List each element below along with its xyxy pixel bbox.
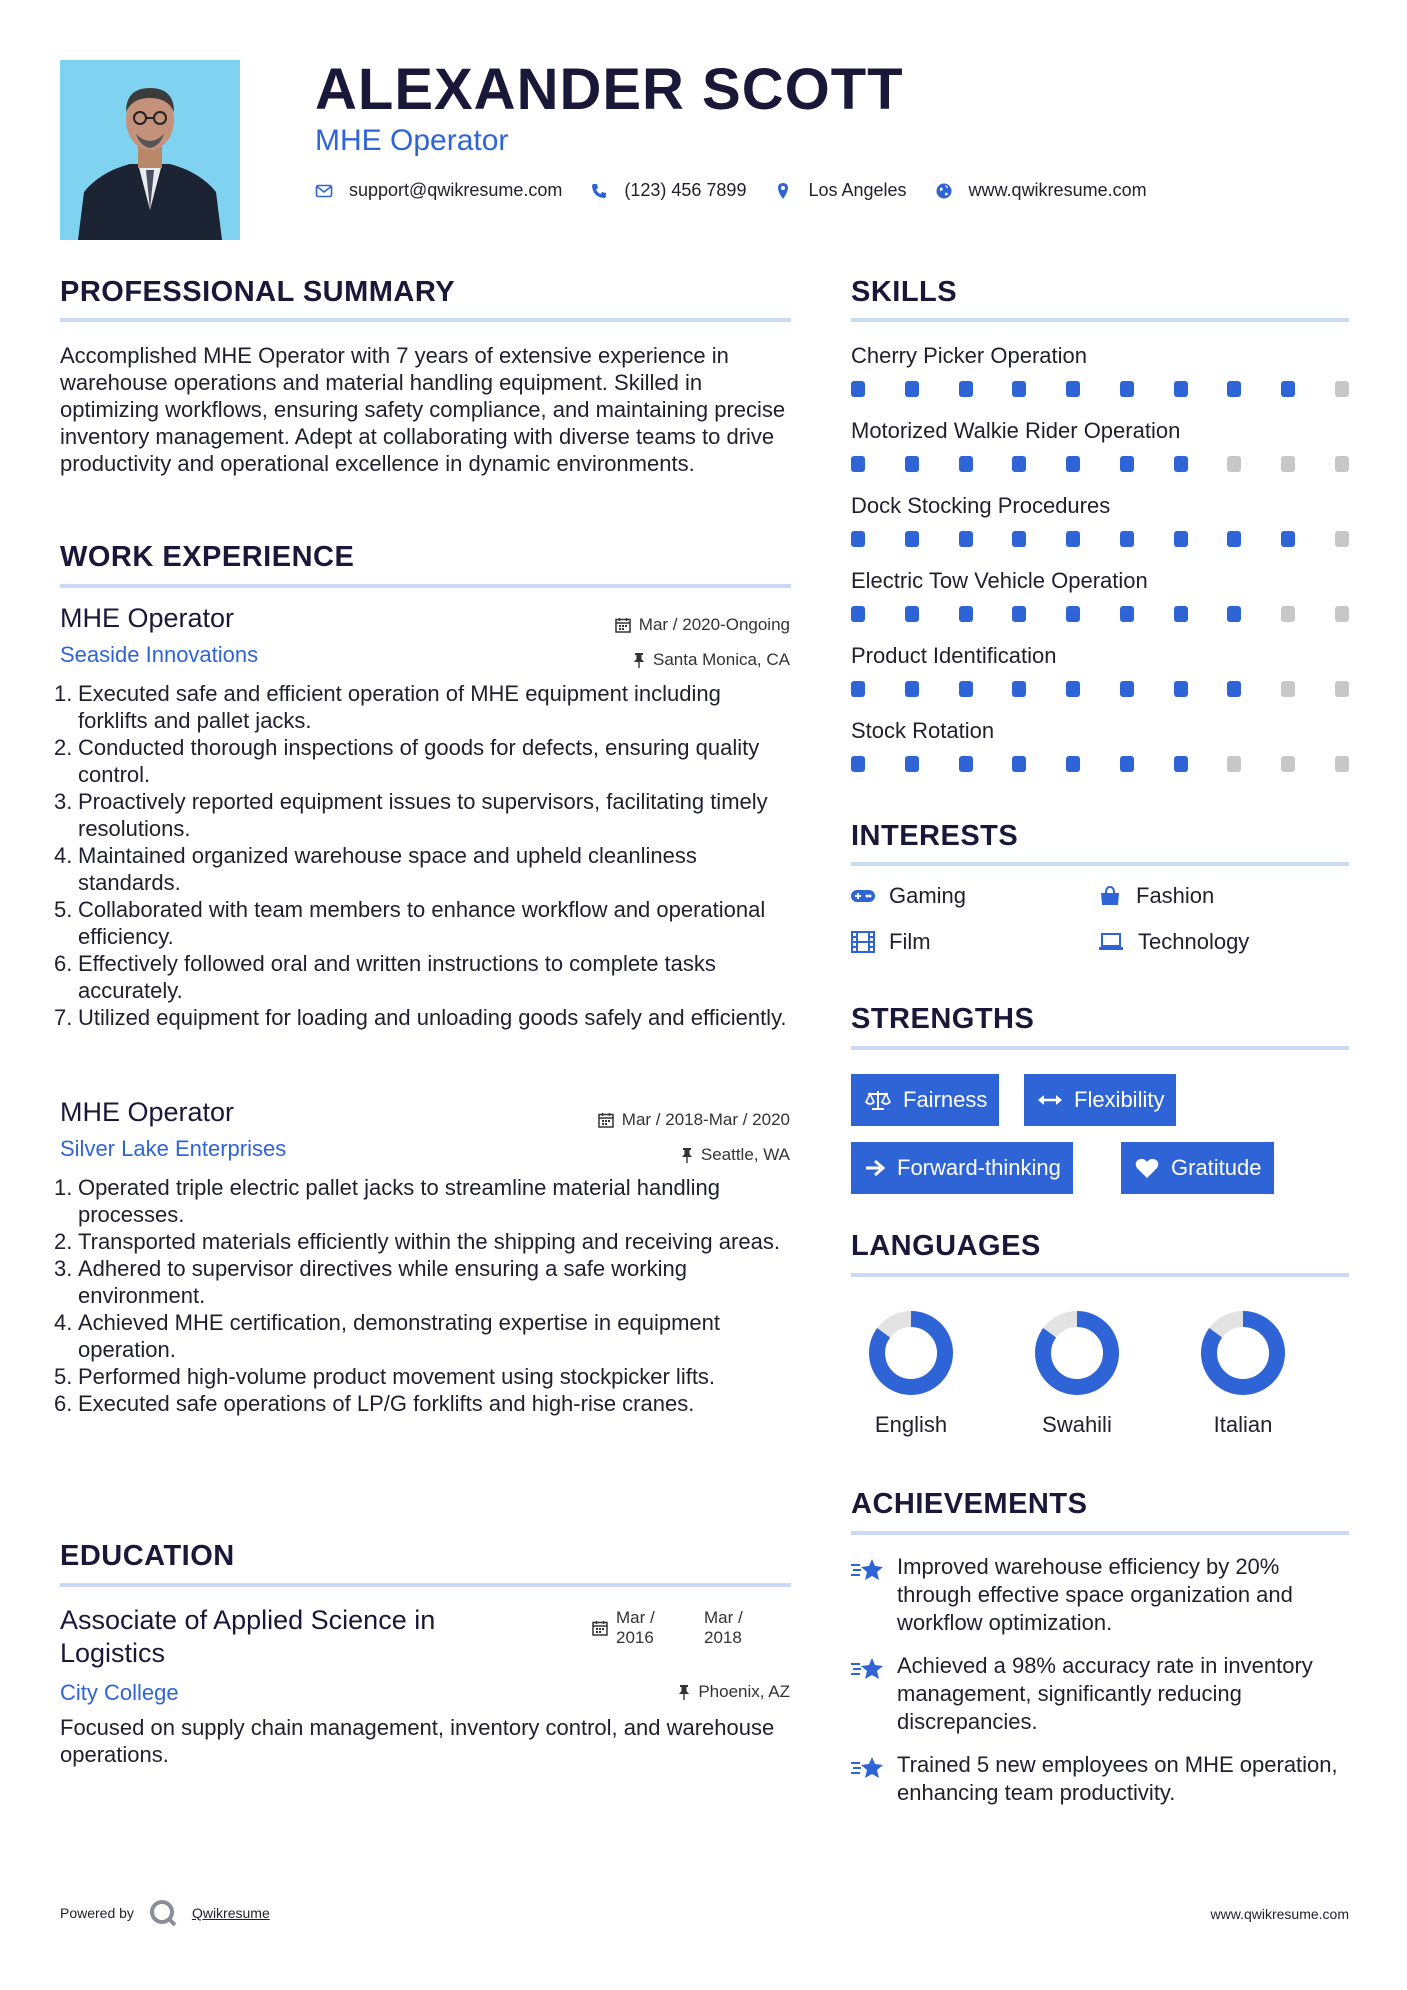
envelope-icon bbox=[315, 182, 333, 200]
skill-row bbox=[851, 493, 1349, 547]
languages-heading: LANGUAGES bbox=[851, 1230, 1041, 1262]
skill-dot bbox=[1120, 756, 1134, 772]
skill-dot bbox=[1012, 381, 1026, 397]
skill-dot bbox=[1281, 381, 1295, 397]
skill-rating bbox=[851, 681, 1349, 697]
skill-dot bbox=[1120, 531, 1134, 547]
powered-by-text: Powered by bbox=[60, 1905, 134, 1921]
list-item: 2. Conducted thorough inspections of goods for defects, ensuring quality control. bbox=[54, 735, 760, 787]
skill-dot bbox=[905, 681, 919, 697]
skill-dot bbox=[905, 456, 919, 472]
skill-dot bbox=[905, 756, 919, 772]
skill-rating bbox=[851, 456, 1349, 472]
skill-row bbox=[851, 418, 1349, 472]
language-donut bbox=[1200, 1310, 1286, 1396]
job-title: MHE Operator bbox=[60, 1097, 235, 1127]
skill-dot bbox=[1012, 681, 1026, 697]
skill-dot bbox=[1335, 381, 1349, 397]
interest-item bbox=[1098, 929, 1249, 955]
pushpin-icon bbox=[681, 1147, 693, 1163]
globe-icon bbox=[935, 182, 953, 200]
contact-bar bbox=[315, 180, 1175, 201]
heart-icon bbox=[1135, 1157, 1159, 1179]
skill-name: Stock Rotation bbox=[851, 718, 995, 743]
job-entry bbox=[54, 1097, 790, 1417]
achievement-item bbox=[851, 1553, 1351, 1637]
job-dates bbox=[615, 615, 790, 635]
skill-dot bbox=[1012, 456, 1026, 472]
skill-dot bbox=[1174, 381, 1188, 397]
strength-label: Flexibility bbox=[1074, 1087, 1165, 1112]
skills-divider bbox=[851, 318, 1349, 322]
contact-website[interactable]: www.qwikresume.com bbox=[968, 180, 1147, 200]
interest-label: Gaming bbox=[889, 883, 967, 908]
skill-row bbox=[851, 643, 1349, 697]
skill-dot bbox=[1066, 606, 1080, 622]
job-title: MHE Operator bbox=[60, 603, 235, 633]
skill-dot bbox=[905, 606, 919, 622]
brand-link[interactable]: Qwikresume bbox=[191, 1905, 270, 1921]
skill-rating bbox=[851, 531, 1349, 547]
skill-dot bbox=[851, 681, 865, 697]
school-name: City College bbox=[60, 1680, 179, 1705]
calendar-icon bbox=[592, 1620, 608, 1636]
skill-dot bbox=[1227, 381, 1241, 397]
skill-dot bbox=[959, 606, 973, 622]
job-location-text: Santa Monica, CA bbox=[652, 650, 790, 669]
contact-email[interactable]: support@qwikresume.com bbox=[349, 180, 563, 200]
job-company: Silver Lake Enterprises bbox=[60, 1136, 287, 1161]
strengths-divider bbox=[851, 1046, 1349, 1050]
skill-row bbox=[851, 718, 1349, 772]
education-end: Mar / 2018 bbox=[704, 1608, 743, 1647]
skill-dot bbox=[959, 381, 973, 397]
skill-dot bbox=[1120, 456, 1134, 472]
interest-item bbox=[1098, 883, 1214, 909]
skill-dot bbox=[1012, 606, 1026, 622]
job-location-text: Seattle, WA bbox=[700, 1145, 790, 1164]
interests-divider bbox=[851, 862, 1349, 866]
skill-dot bbox=[905, 531, 919, 547]
skill-dot bbox=[1335, 606, 1349, 622]
skill-dot bbox=[1227, 756, 1241, 772]
skill-dot bbox=[959, 456, 973, 472]
scales-icon bbox=[865, 1089, 891, 1111]
gamepad-icon bbox=[851, 888, 875, 904]
list-item: 3. Proactively reported equipment issues to supervisors, facilitating timely resolutions. bbox=[54, 789, 768, 841]
strength-tag bbox=[1024, 1074, 1176, 1126]
skill-dot bbox=[905, 381, 919, 397]
skill-dot bbox=[1174, 606, 1188, 622]
skill-name: Dock Stocking Procedures bbox=[851, 493, 1111, 518]
strength-tag bbox=[851, 1142, 1073, 1194]
pushpin-icon bbox=[633, 652, 645, 668]
skill-row bbox=[851, 343, 1349, 397]
language-name: Swahili bbox=[1042, 1412, 1112, 1437]
interest-item bbox=[851, 929, 931, 955]
calendar-icon bbox=[598, 1112, 614, 1128]
skill-dot bbox=[1335, 531, 1349, 547]
skill-name: Cherry Picker Operation bbox=[851, 343, 1087, 368]
achievements-heading: ACHIEVEMENTS bbox=[851, 1488, 1088, 1520]
skill-dot bbox=[959, 756, 973, 772]
achievement-text: Trained 5 new employees on MHE operation, enhancing team productivity. bbox=[897, 1752, 1338, 1805]
skill-dot bbox=[1120, 681, 1134, 697]
interest-item bbox=[851, 883, 966, 909]
candidate-name: ALEXANDER SCOTT bbox=[315, 57, 904, 122]
job-location bbox=[681, 1145, 790, 1165]
list-item: 4. Maintained organized warehouse space and upheld cleanliness standards. bbox=[54, 843, 697, 895]
list-item: 4. Achieved MHE certification, demonstrating expertise in equipment operation. bbox=[54, 1310, 720, 1362]
skill-dot bbox=[1012, 756, 1026, 772]
shooting-star-icon bbox=[851, 1557, 885, 1583]
language-donut bbox=[1034, 1310, 1120, 1396]
skill-dot bbox=[851, 756, 865, 772]
skill-dot bbox=[1066, 681, 1080, 697]
film-icon bbox=[851, 931, 875, 953]
skill-dot bbox=[1174, 456, 1188, 472]
candidate-role: MHE Operator bbox=[315, 124, 509, 157]
education-start: Mar / 2016 bbox=[616, 1608, 655, 1647]
skill-dot bbox=[851, 381, 865, 397]
experience-heading: WORK EXPERIENCE bbox=[60, 541, 355, 573]
language-item bbox=[1183, 1310, 1303, 1438]
strength-label: Forward-thinking bbox=[897, 1155, 1061, 1180]
skill-dot bbox=[1281, 456, 1295, 472]
skill-dot bbox=[1335, 456, 1349, 472]
skill-row bbox=[851, 568, 1349, 622]
interests-heading: INTERESTS bbox=[851, 820, 1019, 852]
skill-dot bbox=[959, 681, 973, 697]
strength-tag bbox=[851, 1074, 999, 1126]
education-entry bbox=[60, 1604, 790, 1768]
education-location-text: Phoenix, AZ bbox=[698, 1682, 790, 1701]
language-item bbox=[851, 1310, 971, 1438]
skill-dot bbox=[1066, 756, 1080, 772]
list-item: 6. Effectively followed oral and written instructions to complete tasks accurately. bbox=[54, 951, 716, 1003]
job-duties bbox=[54, 1174, 790, 1417]
education-location bbox=[678, 1682, 790, 1702]
experience-divider bbox=[60, 584, 791, 588]
skill-dot bbox=[1012, 531, 1026, 547]
footer-brand bbox=[60, 1898, 270, 1928]
skill-dot bbox=[1281, 606, 1295, 622]
skill-dot bbox=[1174, 531, 1188, 547]
degree-title: Associate of Applied Science in Logistics bbox=[60, 1605, 436, 1668]
map-pin-icon bbox=[774, 182, 792, 200]
achievement-item bbox=[851, 1751, 1351, 1807]
skill-dot bbox=[1066, 456, 1080, 472]
languages-divider bbox=[851, 1273, 1349, 1277]
strength-label: Fairness bbox=[903, 1087, 988, 1112]
shooting-star-icon bbox=[851, 1755, 885, 1781]
calendar-icon bbox=[615, 617, 631, 633]
list-item: 2. Transported materials efficiently within the shipping and receiving areas. bbox=[54, 1229, 780, 1254]
education-heading: EDUCATION bbox=[60, 1540, 235, 1572]
strength-tag bbox=[1121, 1142, 1274, 1194]
skills-heading: SKILLS bbox=[851, 276, 958, 308]
achievement-text: Improved warehouse efficiency by 20% through effective space organization and workflow optimization. bbox=[897, 1554, 1293, 1635]
pushpin-icon bbox=[678, 1684, 690, 1700]
list-item: 3. Adhered to supervisor directives while ensuring a safe working environment. bbox=[54, 1256, 687, 1308]
job-duties bbox=[54, 680, 790, 1031]
skill-name: Motorized Walkie Rider Operation bbox=[851, 418, 1181, 443]
phone-icon bbox=[590, 182, 608, 200]
skill-dot bbox=[959, 531, 973, 547]
skill-rating bbox=[851, 606, 1349, 622]
skill-dot bbox=[1335, 756, 1349, 772]
language-item bbox=[1017, 1310, 1137, 1438]
skill-rating bbox=[851, 756, 1349, 772]
job-company: Seaside Innovations bbox=[60, 642, 259, 667]
skill-dot bbox=[1227, 606, 1241, 622]
arrow-right-icon bbox=[865, 1159, 885, 1177]
achievement-text: Achieved a 98% accuracy rate in inventory management, significantly reducing discrepancies. bbox=[897, 1653, 1313, 1734]
laptop-icon bbox=[1098, 932, 1124, 952]
interest-label: Technology bbox=[1138, 929, 1250, 954]
list-item: 7. Utilized equipment for loading and unloading goods safely and efficiently. bbox=[54, 1005, 787, 1030]
contact-phone[interactable]: (123) 456 7899 bbox=[624, 180, 747, 200]
summary-heading: PROFESSIONAL SUMMARY bbox=[60, 276, 456, 308]
job-location bbox=[633, 650, 790, 670]
list-item: 1. Executed safe and efficient operation of MHE equipment including forklifts and pallet jacks. bbox=[54, 681, 721, 733]
skill-dot bbox=[1066, 531, 1080, 547]
skill-dot bbox=[1227, 456, 1241, 472]
job-dates-text: Mar / 2018-Mar / 2020 bbox=[621, 1110, 790, 1129]
summary-text: Accomplished MHE Operator with 7 years of extensive experience in warehouse operations and material handling equipment. Skilled in optimizing workflows, ensuring safety compliance, and maintaining precise inventory management. Adept at collaborating with diverse teams to drive productivity and operational excellence in dynamic environments. bbox=[60, 343, 786, 476]
education-divider bbox=[60, 1583, 791, 1587]
summary-divider bbox=[60, 318, 791, 322]
skill-name: Electric Tow Vehicle Operation bbox=[851, 568, 1148, 593]
interest-label: Fashion bbox=[1136, 883, 1215, 908]
skill-dot bbox=[1227, 531, 1241, 547]
interest-label: Film bbox=[889, 929, 931, 954]
skill-dot bbox=[1281, 681, 1295, 697]
strengths-heading: STRENGTHS bbox=[851, 1003, 1035, 1035]
contact-location: Los Angeles bbox=[808, 180, 907, 200]
language-name: English bbox=[874, 1412, 948, 1437]
strength-label: Gratitude bbox=[1171, 1155, 1262, 1180]
skill-dot bbox=[851, 531, 865, 547]
skill-dot bbox=[1174, 756, 1188, 772]
shooting-star-icon bbox=[851, 1656, 885, 1682]
arrows-horizontal-icon bbox=[1038, 1093, 1062, 1107]
language-donut bbox=[868, 1310, 954, 1396]
list-item: 5. Collaborated with team members to enhance workflow and operational efficiency. bbox=[54, 897, 766, 949]
skill-dot bbox=[1227, 681, 1241, 697]
skill-name: Product Identification bbox=[851, 643, 1057, 668]
skill-dot bbox=[1120, 381, 1134, 397]
skill-dot bbox=[851, 456, 865, 472]
profile-photo bbox=[60, 60, 240, 240]
achievement-item bbox=[851, 1652, 1351, 1736]
skill-rating bbox=[851, 381, 1349, 397]
list-item: 6. Executed safe operations of LP/G forklifts and high-rise cranes. bbox=[54, 1391, 695, 1416]
education-dates bbox=[592, 1608, 790, 1648]
skill-dot bbox=[1335, 681, 1349, 697]
skill-dot bbox=[1174, 681, 1188, 697]
list-item: 1. Operated triple electric pallet jacks to streamline material handling processes. bbox=[54, 1175, 720, 1227]
job-entry bbox=[54, 603, 790, 1031]
job-dates bbox=[598, 1110, 790, 1130]
qwikresume-logo-icon bbox=[148, 1898, 178, 1928]
skill-dot bbox=[1120, 606, 1134, 622]
skill-dot bbox=[1281, 531, 1295, 547]
shopping-bag-icon bbox=[1098, 885, 1122, 907]
achievements-divider bbox=[851, 1531, 1349, 1535]
footer-website[interactable]: www.qwikresume.com bbox=[1210, 1906, 1349, 1922]
skill-dot bbox=[851, 606, 865, 622]
list-item: 5. Performed high-volume product movement using stockpicker lifts. bbox=[54, 1364, 716, 1389]
education-description: Focused on supply chain management, inventory control, and warehouse operations. bbox=[60, 1715, 775, 1767]
skill-dot bbox=[1066, 381, 1080, 397]
language-name: Italian bbox=[1213, 1412, 1273, 1437]
job-dates-text: Mar / 2020-Ongoing bbox=[638, 615, 790, 634]
skill-dot bbox=[1281, 756, 1295, 772]
